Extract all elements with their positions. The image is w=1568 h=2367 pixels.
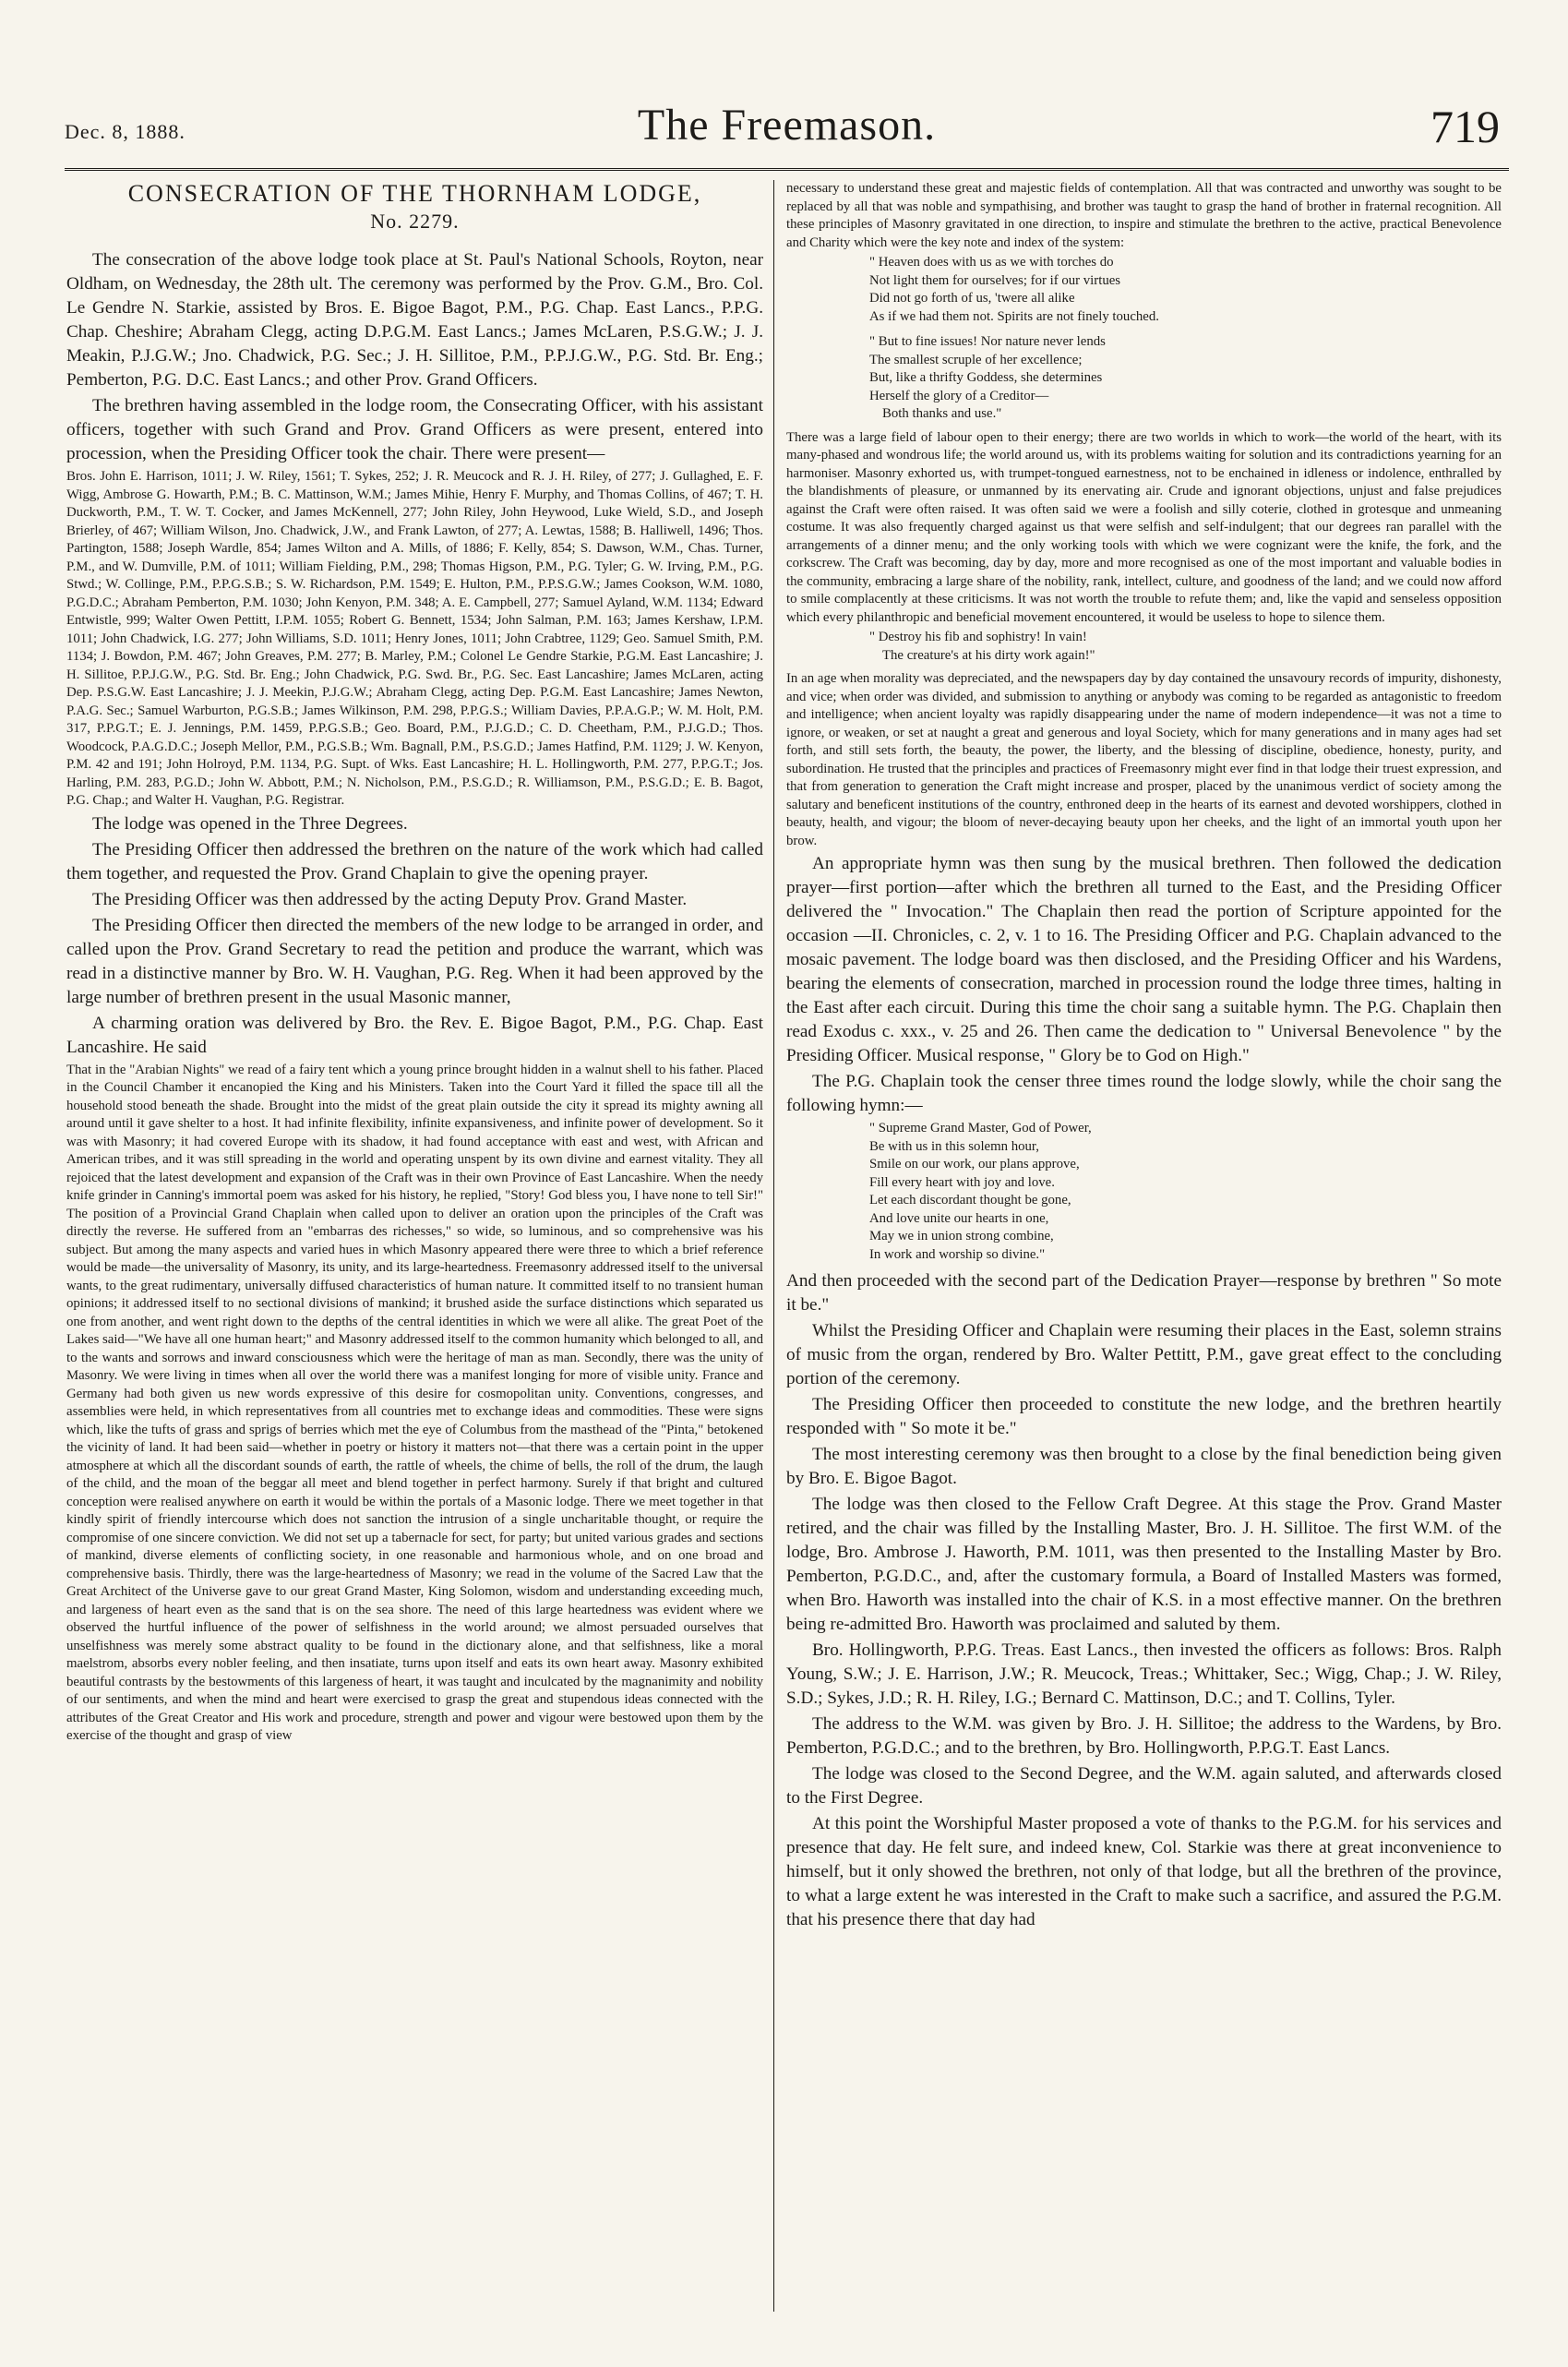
paragraph-constitute: The Presiding Officer then proceeded to constitute the new lodge, and the brethren heartily responded with " So mote it be." bbox=[786, 1395, 1502, 1438]
verse-line: As if we had them not. Spirits are not finely touched. bbox=[869, 308, 1159, 324]
paragraph-deputy: The Presiding Officer was then addressed by the acting Deputy Prov. Grand Master. bbox=[92, 889, 688, 909]
paragraph-oration-intro: A charming oration was delivered by Bro. the Rev. E. Bigoe Bagot, P.M., P.G. Chap. East Lancashire. He said bbox=[66, 1013, 763, 1057]
paragraph-censer: The P.G. Chaplain took the censer three times round the lodge slowly, while the choir sang the following hymn:— bbox=[786, 1072, 1502, 1115]
verse-sophistry bbox=[869, 629, 1502, 665]
verse-line: " Supreme Grand Master, God of Power, bbox=[869, 1121, 1092, 1135]
paragraph-address: The Presiding Officer then addressed the brethren on the nature of the work which had called them together, and requested the Prov. Grand Chaplain to give the opening prayer. bbox=[66, 839, 763, 883]
verse-line: In work and worship so divine." bbox=[869, 1246, 1046, 1262]
verse-line: " But to fine issues! Nor nature never lends bbox=[869, 334, 1106, 349]
paragraph-organ: Whilst the Presiding Officer and Chaplain were resuming their places in the East, solemn strains of music from the organ, rendered by Bro. Walter Pettitt, P.M., gave great effect to the concluding portion of the ceremony. bbox=[786, 1321, 1502, 1388]
verse-line: May we in union strong combine, bbox=[869, 1229, 1054, 1244]
verse-line: Fill every heart with joy and love. bbox=[869, 1174, 1055, 1190]
verse-line: Herself the glory of a Creditor— bbox=[869, 388, 1049, 403]
issue-date: Dec. 8, 1888. bbox=[65, 120, 186, 143]
paragraph-installation: The lodge was then closed to the Fellow Craft Degree. At this stage the Prov. Grand Master retired, and the chair was filled by the Installing Master, Bro. J. H. Sillitoe. The first W.M. of the lodge, Bro. Ambrose J. Haworth, P.M. 1011, was then presented to the Installing Master by Bro. Pemberton, P.G.D.C., and, after the customary formula, a Board of Installed Masters was formed, when Bro. Haworth was installed into the chair of K.S. in a most effective manner. On the brethren being re-admitted Bro. Haworth was proclaimed and saluted by them. bbox=[786, 1495, 1502, 1634]
verse-line: But, like a thrifty Goddess, she determines bbox=[869, 370, 1103, 385]
verse-line: " Destroy his fib and sophistry! In vain! bbox=[869, 630, 1087, 644]
article-heading bbox=[66, 180, 763, 235]
verse-line: " Heaven does with us as we with torches do bbox=[869, 255, 1114, 270]
verse-line: Smile on our work, our plans approve, bbox=[869, 1157, 1080, 1171]
newspaper-title: The Freemason. bbox=[637, 101, 937, 150]
lodge-number: No. 2279. bbox=[370, 210, 460, 233]
verse-line: The creature's at his dirty work again!" bbox=[882, 647, 1095, 663]
oration-continued: necessary to understand these great and majestic fields of contemplation. All that was contracted and unworthy was sought to be replaced by all that was noble and sympathising, and brother was taught to grasp the hand of brother in fraternal recognition. All these principles of Masonry gravitated in one direction, to inspire and stimulate the brethren to the active, practical Benevolence and Charity which were the key note and index of the system: bbox=[786, 181, 1502, 250]
verse-line: Let each discordant thought be gone, bbox=[869, 1193, 1071, 1208]
oration-critics: There was a large field of labour open to their energy; there are two worlds in which to work—the world of the heart, with its many-phased and wondrous life; the world around us, with its problems waiting for solution and its contradictions yearning for an harmoniser. Masonry exhorted us, with trumpet-tongued earnestness, not to be enchained in idleness or indolence, enthralled by the blandishments of pleasure, or unmanned by its enervating air. Crude and ignorant objections, unjust and false prejudices against the Craft were often raised. It was often said we were a foolish and silly coterie, clothed in grotesque and unmeaning costume. It was also frequently charged against us that were selfish and self-indulgent; that our degrees ran parallel with the arrangements of a dinner menu; and the only working tools with which we were cognizant were the knife, the fork, and the corkscrew. The Craft was becoming, day by day, more and more recognised as one of the most important and valuable bodies in the community, embracing a large share of the nobility, rank, intellect, culture, and goodness of the land; and we could now afford to smile complacently at these criticisms. It was not worth the trouble to refute them; and, like the vapid and senseless opposition which every philanthropic and beneficial movement encountered, it would be useless to hope to silence them. bbox=[786, 429, 1502, 625]
verse-hymn bbox=[869, 1120, 1502, 1264]
page-number: 719 bbox=[1430, 101, 1500, 152]
verse-line: Both thanks and use." bbox=[882, 406, 1002, 421]
paragraph-opened: The lodge was opened in the Three Degrees. bbox=[92, 813, 408, 834]
column-divider bbox=[773, 180, 774, 2312]
verse-line: The smallest scruple of her excellence; bbox=[869, 352, 1083, 367]
verse-shakespeare bbox=[869, 254, 1502, 424]
verse-line: Did not go forth of us, 'twere all alike bbox=[869, 291, 1075, 306]
paragraph-officers: Bro. Hollingworth, P.P.G. Treas. East Lancs., then invested the officers as follows: Bros. Ralph Young, S.W.; J. E. Harrison, J.W.; R. Meucock, Treas.; Whittaker, Sec.; Wigg, Chap.; J. W. Riley, S.D.; Sykes, J.D.; R. H. Riley, I.G.; Bernard C. Mattinson, D.C.; and T. Collins, Tyler. bbox=[786, 1640, 1502, 1708]
paragraph-addresses: The address to the W.M. was given by Bro. J. H. Sillitoe; the address to the Wardens, by Bro. Pemberton, P.G.D.C.; and to the brethren, by Bro. Hollingworth, P.P.G.T. East Lancs. bbox=[786, 1714, 1502, 1758]
verse-line: Not light them for ourselves; for if our virtues bbox=[869, 272, 1121, 288]
oration-conclusion: In an age when morality was depreciated, and the newspapers day by day contained the unsavoury records of impurity, dishonesty, and vice; when order was divided, and submission to anything or anybody was coming to be regarded as antagonistic to freedom and intelligence; when ancient loyalty was rapidly disappearing under the name of modern independence—it was not a time to ignore, or weaken, or set at naught a great and generous and loyal Society, which for many generations and in many ages had set forth, and still sets forth, the beauty, the power, the liberty, and the blessing of discipline, obedience, honesty, purity, and subordination. He trusted that the principles and practices of Freemasonry might ever find in that lodge their truest expression, and that from generation to generation the Craft might increase and prosper, placed by the unanimous verdict of society among the salutary and beneficent institutions of the country, enthroned deep in the hearts of its earnest and devoted worshippers, clothed in beauty, health, and vigour; the bloom of never-decaying beauty upon her cheeks, and the light of an immortal youth upon her brow. bbox=[786, 671, 1502, 848]
paragraph-closing: The lodge was closed to the Second Degree, and the W.M. again saluted, and afterwards closed to the First Degree. bbox=[786, 1764, 1502, 1808]
verse-line: And love unite our hearts in one, bbox=[869, 1210, 1049, 1226]
paragraph-warrant: The Presiding Officer then directed the members of the new lodge to be arranged in order, and called upon the Prov. Grand Secretary to read the petition and produce the warrant, which was read in a distinctive manner by Bro. W. H. Vaughan, P.G. Reg. When it had been approved by the large number of brethren present in the usual Masonic manner, bbox=[66, 915, 763, 1007]
paragraph-vote-of-thanks: At this point the Worshipful Master proposed a vote of thanks to the P.G.M. for his services and presence that day. He felt sure, and indeed knew, Col. Starkie was there at great inconvenience to himself, but it only showed the brethren, not only of that lodge, but all the brethren of the province, to what a large extent he was interested in the Craft to make such a sacrifice, and assured the P.G.M. that his presence there that day had bbox=[786, 1814, 1502, 1929]
paragraph-intro: The consecration of the above lodge took place at St. Paul's National Schools, Royton, near Oldham, on Wednesday, the 28th ult. The ceremony was performed by the Prov. G.M., Bro. Col. Le Gendre N. Starkie, assisted by Bros. E. Bigoe Bagot, P.M., P.G. Chap. East Lancs., P.P.G. Chap. Cheshire; Abraham Clegg, acting D.P.G.M. East Lancs.; James McLaren, P.S.G.W.; J. J. Meakin, P.J.G.W.; Jno. Chadwick, P.G. Sec.; J. H. Sillitoe, P.M., P.P.J.G.W., P.G. Std. Br. Eng.; Pemberton, P.G. D.C. East Lancs.; and other Prov. Grand Officers. bbox=[66, 250, 763, 390]
article-title: CONSECRATION OF THE THORNHAM LODGE, bbox=[127, 180, 702, 207]
paragraph-assembly: The brethren having assembled in the lodge room, the Consecrating Officer, with his assistant officers, together with such Grand and Prov. Grand Officers as were present, entered into procession, when the Presiding Officer took the chair. There were present— bbox=[66, 396, 763, 463]
right-column bbox=[786, 180, 1502, 2312]
masthead-rule bbox=[65, 168, 1509, 174]
paragraph-benediction: The most interesting ceremony was then brought to a close by the final benediction being given by Bro. E. Bigoe Bagot. bbox=[786, 1445, 1502, 1488]
paragraph-second-prayer: And then proceeded with the second part of the Dedication Prayer—response by brethren " So mote it be." bbox=[786, 1271, 1502, 1315]
oration-text: That in the "Arabian Nights" we read of a fairy tent which a young prince brought hidden in a walnut shell to his father. Placed in the Council Chamber it encanopied the King and his Ministers. Taken into the Court Yard it filled the space till all the household stood beneath the shade. Brought into the midst of the great plain outside the city it spread its mighty awning all around until it gave shelter to a host. It had infinite flexibility, infinite expansiveness, and infinite power of development. So it was with Masonry; it had covered Europe with its shadow, it had found acceptance with east and west, with African and American tribes, and it was still spreading in the world and operating unspent by its own divine and earnest vitality. They all rejoiced that the latest development and expansion of the Craft was in their own Province of East Lancashire. When the needy knife grinder in Canning's immortal poem was asked for his history, he replied, "Story! God bless you, I have none to tell Sir!" The position of a Provincial Grand Chaplain when called upon to deliver an oration upon the principles of the Craft was directly the reverse. He suffered from an "embarras des richesses," so wide, so luminous, and so comprehensive was his subject. But among the many aspects and varied hues in which Masonry appeared there were three to which a brief reference would be made—the universality of Masonry, its unity, and its large-heartedness. Freemasonry addressed itself to the universal wants, to the great rudimentary, universally diffused characteristics of human nature. It committed itself to no transient human opinions; it addressed itself to no sectional divisions of mankind; it brushed aside the surface distinctions which separated us one from another, and went right down to the depths of the central identities in which we were all alike. The great Poet of the Lakes said—"We have all one human heart;" and Masonry addressed itself to the common humanity which belonged to all, and to the wants and sorrows and inward consciousness which were the heritage of man as man. Secondly, there was the unity of Masonry. We were living in times when all over the world there was a manifest longing for more of visible unity. France and Germany had both given us new words expressive of this desire for cosmopolitan unity. Conventions, congresses, and assemblies were held, in which representatives from all countries met to exchange ideas and commodities. These were signs which, like the tufts of grass and sprigs of berries which met the eye of Columbus from the masthead of the "Pinta," betokened the vicinity of land. It had been said—whether in poetry or history it matters not—that there was a certain point in the upper atmosphere at which all the discordant sounds of earth, the rattle of wheels, the chime of bells, the roll of the drum, the laugh of the child, and the moan of the beggar all meet and blend together in perfect harmony. Surely if that bright and cultured conception were realised anywhere on earth it would be within the portals of a Masonic lodge. There we meet together in that kindly spirit of friendly intercourse which does not sanction the intrusion of a single uncharitable thought, or require the compromise of one sincere conviction. We did not set up a tabernacle for sect, for party; but united various grades and sections of mankind, diverse elements of conflicting society, in one reasonable and harmonious whole, and on one broad and comprehensive basis. Thirdly, there was the large-heartedness of Masonry; we read in the volume of the Sacred Law that the Great Architect of the Universe gave to our great Grand Master, King Solomon, wisdom and understanding exceeding much, and largeness of heart even as the sand that is on the sea shore. The need of this large heartedness was evident where we observed the hurtful influence of the power of selfishness in the world around; we almost persuaded ourselves that unselfishness was merely some abstract quality to be found in the dictionary alone, and that selfishness, like a moral maelstrom, absorbs every nobler feeling, and then insatiate, turns upon itself and eats its own heart away. Masonry exhibited beautiful contrasts by the bestowments of this largeness of heart, it was taught and inculcated by the magnanimity and nobility of our sentiments, and when the mind and heart were exercised to grasp the great and stupendous ideas connected with the attributes of the Great Creator and His work and procedure, strength and power and vigour were bestowed upon them by the exercise of the thought and grasp of view bbox=[66, 1062, 763, 1743]
verse-line: Be with us in this solemn hour, bbox=[869, 1138, 1039, 1154]
paragraph-dedication: An appropriate hymn was then sung by the musical brethren. Then followed the dedication prayer—first portion—after which the brethren all turned to the East, and the Presiding Officer delivered the " Invocation." The Chaplain then read the portion of Scripture appointed for the occasion —II. Chronicles, c. 2, v. 1 to 16. The Presiding Officer and P.G. Chaplain advanced to the mosaic pavement. The lodge board was then disclosed, and the Presiding Officer and his Wardens, bearing the elements of consecration, marched in procession round the lodge three times, halting in the East after each circuit. During this time the choir sang a suitable hymn. The P.G. Chaplain then read Exodus c. xxx., v. 25 and 26. Then came the dedication to " Universal Benevolence " by the Presiding Officer. Musical response, " Glory be to God on High." bbox=[786, 854, 1502, 1065]
left-column bbox=[66, 180, 763, 2312]
attendees-list: Bros. John E. Harrison, 1011; J. W. Riley, 1561; T. Sykes, 252; J. R. Meucock and R. J. H. Riley, of 277; J. Gullaghed, E. F. Wigg, Ambrose G. Howarth, P.M.; B. C. Mattinson, W.M.; James Mihie, Henry F. Murphy, and Thomas Collins, of 467; T. H. Duckworth, P.M., T. W. T. Cocker, and James McKennell, 277; John Riley, John Heywood, Luke Wield, S.D., and Joseph Brierley, of 467; William Wilson, Jno. Chadwick, J.W., and Frank Lawton, of 277; A. Lewtas, 1588; B. Halliwell, 1496; Thos. Partington, 1588; Joseph Wardle, 854; James Wilton and A. Mills, of 1886; F. Kelly, 854; S. Dawson, W.M., Chas. Turner, P.M., and W. Dumville, P.M. of 1011; William Fielding, P.M., 298; Thomas Higson, P.M., P.G. Tyler; G. W. Irving, P.M., P.G. Stwd.; W. Collinge, P.M., P.P.G.S.B.; S. W. Richardson, P.M. 1549; E. Hulton, P.M., P.P.S.G.W.; James Cookson, W.M. 1080, P.G.D.C.; Abraham Pemberton, P.M. 1030; John Kenyon, P.M. 348; A. E. Campbell, 277; Samuel Ayland, W.M. 1134; Edward Entwistle, 999; Walter Owen Pettitt, I.P.M. 1055; Robert G. Bennett, 1534; John Salman, P.M. 163; James Kershaw, I.P.M. 1011; John Chadwick, I.G. 277; John Williams, S.D. 1011; Henry Jones, 1011; John Crabtree, 1129; Geo. Samuel Smith, P.M. 1134; J. Bowdon, P.M. 467; John Greaves, P.M. 277; B. Marley, P.M.; Colonel Le Gendre Starkie, P.G.M. East Lancashire; J. H. Sillitoe, P.P.J.G.W., P.G. Std. Br. Eng.; John Chadwick, P.G. Swd. Br., P.G. Sec. East Lancashire; James McLaren, acting Dep. P.S.G.W. East Lancashire; J. J. Meekin, P.J.G.W.; Abraham Clegg, acting Dep. P.G.M. East Lancashire; James Newton, P.A.G. Sec.; Samuel Warburton, P.G.S.B.; James Wilkinson, P.M. 298, P.P.G.S.; William Davies, P.P.A.G.P.; W. M. Holt, P.M. 317, P.P.G.T.; E. J. Jennings, P.M. 1459, P.P.G.S.B.; Geo. Board, P.M., P.J.G.D.; C. D. Cheetham, P.M., P.J.G.D.; Thos. Woodcock, P.A.G.D.C.; Joseph Mellor, P.M., P.G.S.B.; Wm. Bagnall, P.M., P.S.G.D.; James Hatfind, P.M. 1129; J. W. Kenyon, P.M. 42 and 191; John Holroyd, P.M. 1134, P.G. Supt. of Wks. East Lancashire; H. L. Hollingworth, P.M. 277, P.P.G.T.; Jos. Harling, P.M. 283, P.G.D.; John W. Abbott, P.M.; N. Nicholson, P.M., P.S.G.D.; R. Williamson, P.M., P.S.G.D.; E. B. Bagot, P.G. Chap.; and Walter H. Vaughan, P.G. Registrar. bbox=[66, 469, 763, 808]
masthead bbox=[65, 100, 1509, 164]
